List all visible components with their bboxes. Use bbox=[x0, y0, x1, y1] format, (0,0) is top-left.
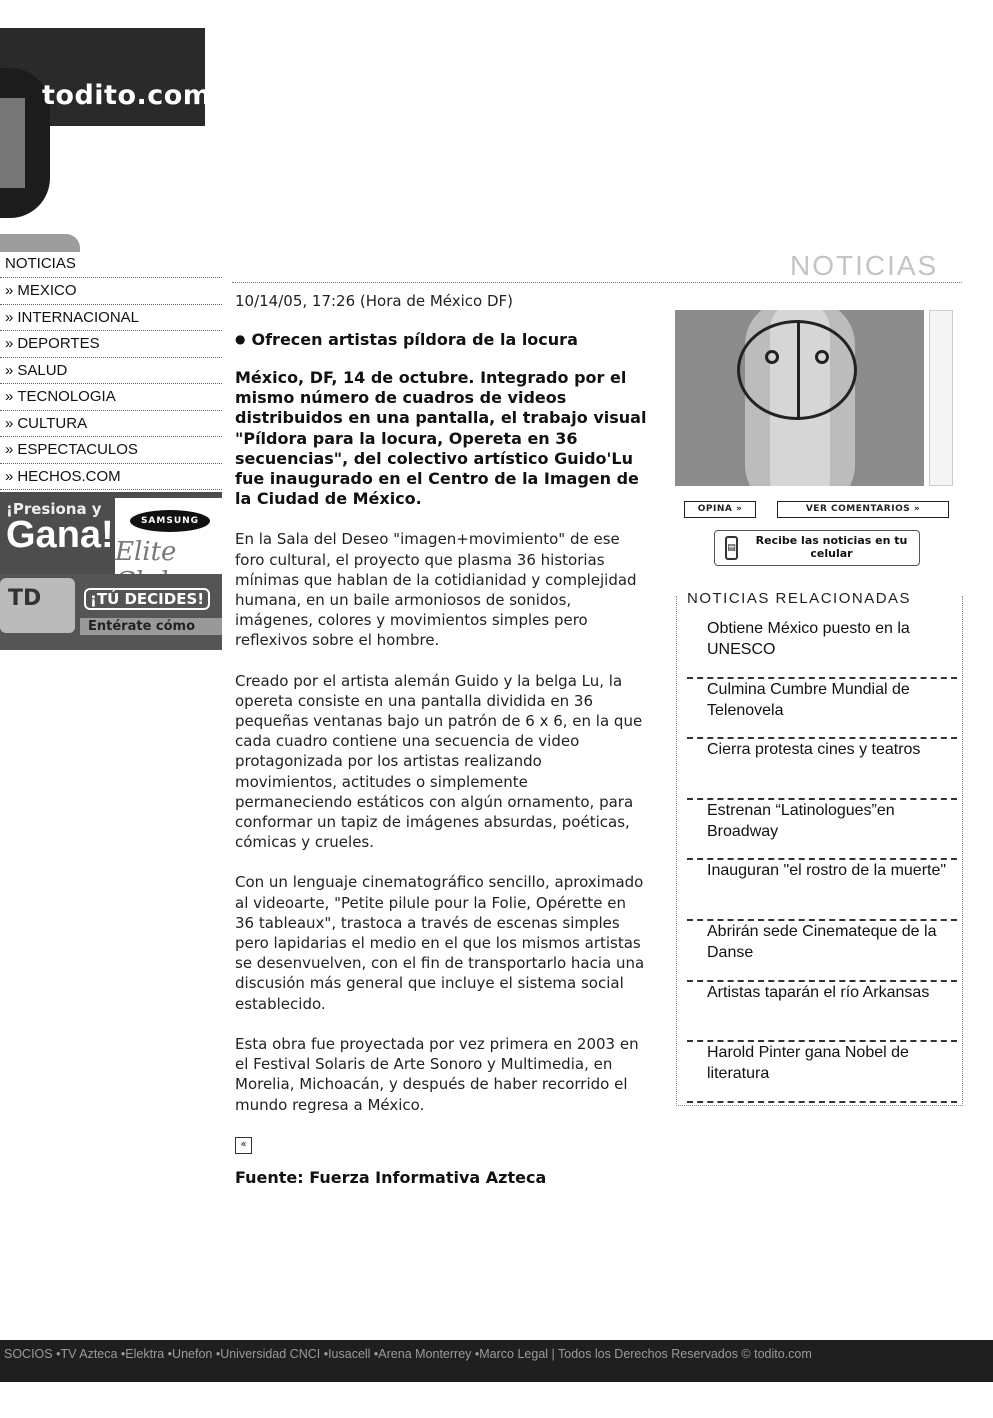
back-icon[interactable]: « bbox=[235, 1137, 252, 1154]
mobile-news-text: Recibe las noticias en tu celular bbox=[755, 534, 908, 560]
ad-sticker: TD bbox=[0, 578, 75, 633]
related-news-item[interactable]: Culmina Cumbre Mundial de Telenovela bbox=[687, 679, 957, 740]
nav-tab-decoration bbox=[0, 234, 80, 252]
related-news-item[interactable]: Obtiene México puesto en la UNESCO bbox=[687, 618, 957, 679]
related-news-item[interactable]: Inauguran "el rostro de la muerte" bbox=[687, 860, 957, 921]
article bbox=[235, 292, 647, 1187]
article-paragraph: En la Sala del Deseo "imagen+movimiento" de ese foro cultural, el proyecto que plasma 36 historias mínimas que hablan de la cotidianidad y complejidad humana, en un baile armoniosos de sonidos, imágenes, colores y movimientos simples pero reflexivos sobre el hombre. bbox=[235, 530, 637, 650]
related-news-item[interactable]: Estrenan “Latinologues”en Broadway bbox=[687, 800, 957, 861]
nav-heading[interactable]: NOTICIAS bbox=[0, 253, 222, 278]
mobile-news-link[interactable] bbox=[714, 530, 920, 566]
ad-cta[interactable]: Entérate cómo bbox=[80, 618, 222, 635]
ad-brand-logo: SAMSUNG bbox=[130, 510, 210, 532]
article-paragraph: Creado por el artista alemán Guido y la belga Lu, la opereta consiste en una pantalla dividida en 36 pequeñas ventanas bajo un patrón de 6 x 6, en la que cada cuadro contiene una secuencia de video protagonizada por los artistas realizando movimientos, actitudes o simplemente permaneciendo estáticos con algún ornamento, para conformar un tapiz de imágenes absurdas, poéticas, cómicas y crueles. bbox=[235, 671, 643, 852]
ad-top-text: ¡Presiona y bbox=[6, 500, 102, 518]
nav-item-cultura[interactable]: » CULTURA bbox=[0, 411, 222, 438]
related-news-item[interactable]: Cierra protesta cines y teatros bbox=[687, 739, 957, 800]
article-source: Fuente: Fuerza Informativa Azteca bbox=[235, 1167, 547, 1187]
photo-scroll-strip bbox=[929, 310, 953, 486]
chevron-right-icon: » bbox=[5, 308, 14, 326]
article-headline: ● Ofrecen artistas píldora de la locura bbox=[235, 330, 578, 349]
nav-item-mexico[interactable]: » MEXICO bbox=[0, 278, 222, 305]
ver-comentarios-button[interactable]: VER COMENTARIOS » bbox=[777, 501, 949, 518]
chevron-right-icon: » bbox=[5, 361, 14, 379]
phone-icon: ▤ bbox=[725, 536, 738, 560]
bullet-icon: ● bbox=[235, 332, 246, 346]
nav-item-hechos[interactable]: » HECHOS.COM bbox=[0, 464, 222, 491]
logo-text: todito.com bbox=[42, 80, 212, 111]
article-paragraph: Esta obra fue proyectada por vez primera en 2003 en el Festival Solaris de Arte Sonoro y Multimedia, en Morelia, Michoacán, y después de haber recorrido el mundo regresa a México. bbox=[235, 1034, 639, 1114]
nav-item-deportes[interactable]: » DEPORTES bbox=[0, 331, 222, 358]
section-divider bbox=[232, 282, 962, 283]
sidebar-nav bbox=[0, 253, 222, 490]
article-dateline: 10/14/05, 17:26 (Hora de México DF) bbox=[235, 292, 514, 310]
article-lead: México, DF, 14 de octubre. Integrado por el mismo número de cuadros de videos distribuidos en una pantalla, el trabajo visual "Píldora para la locura, Opereta en 36 secuencias", del colectivo artístico Guido'Lu fue inaugurado en el Centro de la Imagen de la Ciudad de México. bbox=[235, 368, 647, 509]
related-news-item[interactable]: Abrirán sede Cinemateque de la Danse bbox=[687, 921, 957, 982]
related-news-list bbox=[687, 618, 957, 1103]
chevron-right-icon: » bbox=[5, 335, 14, 352]
chevron-right-icon: » bbox=[5, 414, 14, 432]
chevron-right-icon: » bbox=[5, 388, 14, 405]
logo-shadow bbox=[0, 98, 25, 188]
related-news-item[interactable]: Artistas taparán el río Arkansas bbox=[687, 982, 957, 1043]
ad-decides: ¡TÚ DECIDES! bbox=[84, 588, 210, 610]
nav-item-internacional[interactable]: » INTERNACIONAL bbox=[0, 305, 222, 332]
promo-banner[interactable] bbox=[0, 492, 222, 650]
article-paragraph: Con un lenguaje cinematográfico sencillo, aproximado al videoarte, "Petite pilule pour la Folie, Opérette en 36 tableaux", trastoca a través de escenas simples pero lapidarias el medio en el que los mismos artistas se desenvuelven, con el fin de transportarlo hacia una discusión más general que incluye el sistema social establecido. bbox=[235, 873, 645, 1013]
related-news-item[interactable]: Harold Pinter gana Nobel de literatura bbox=[687, 1042, 957, 1103]
chevron-right-icon: » bbox=[5, 441, 14, 458]
chevron-right-icon: » bbox=[5, 467, 14, 485]
nav-item-salud[interactable]: » SALUD bbox=[0, 358, 222, 385]
site-footer[interactable]: SOCIOS •TV Azteca •Elektra •Unefon •Universidad CNCI •Iusacell •Arena Monterrey •Marco Legal | Todos los Derechos Reservados © todito.com bbox=[0, 1340, 993, 1382]
photo-eye bbox=[765, 350, 779, 364]
article-photo bbox=[675, 310, 924, 486]
ad-club-text: Elite bbox=[115, 537, 177, 567]
photo-eye bbox=[815, 350, 829, 364]
nav-item-espectaculos[interactable]: » ESPECTACULOS bbox=[0, 437, 222, 464]
chevron-right-icon: » bbox=[5, 282, 14, 299]
opina-button[interactable]: OPINA » bbox=[684, 501, 756, 518]
related-news-title: NOTICIAS RELACIONADAS bbox=[687, 590, 912, 607]
ad-gana-text: Gana! bbox=[6, 514, 114, 556]
site-logo[interactable] bbox=[0, 28, 212, 128]
related-news-box bbox=[676, 590, 963, 1106]
photo-face-split bbox=[797, 320, 800, 420]
nav-item-tecnologia[interactable]: » TECNOLOGIA bbox=[0, 384, 222, 411]
section-title: NOTICIAS bbox=[790, 250, 939, 281]
